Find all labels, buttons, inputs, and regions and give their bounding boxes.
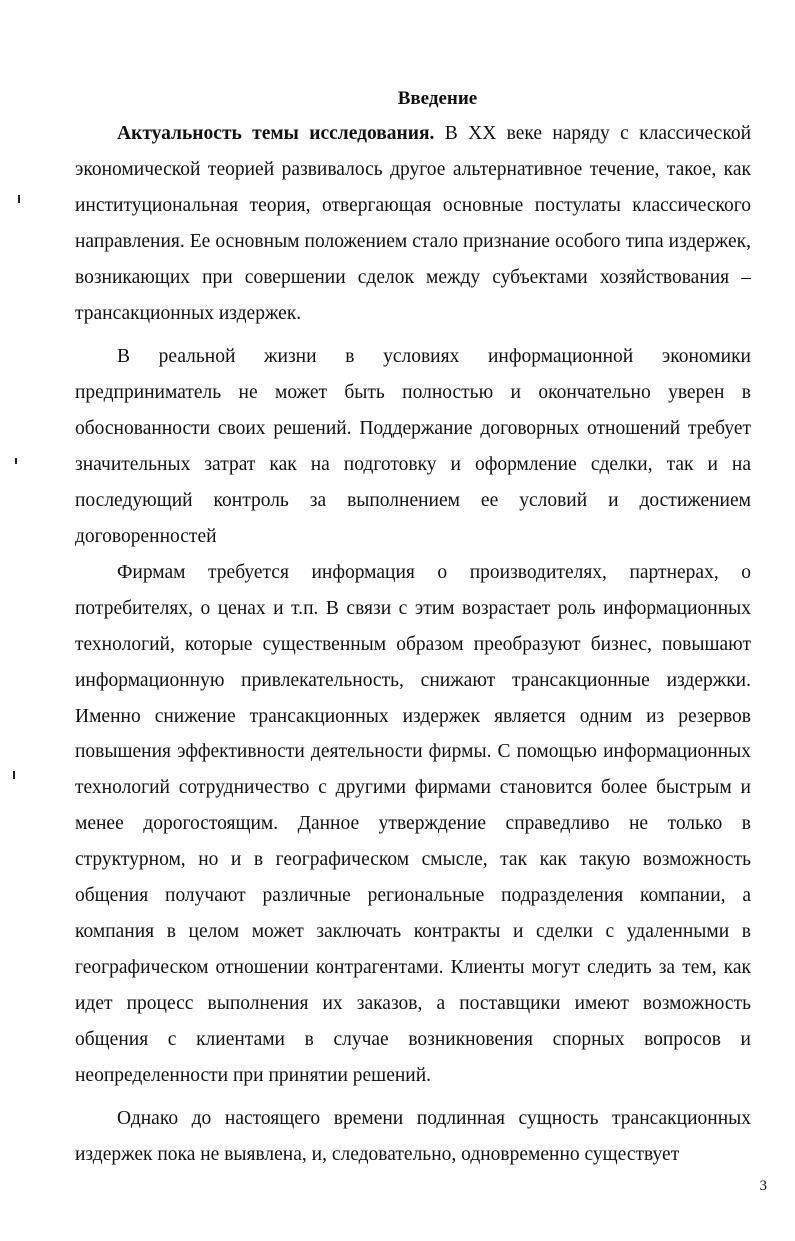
paragraph-information-economy: В реальной жизни в условиях информационной экономики предприниматель не может быть полностью и окончательно уверен в обоснованности своих решений. Поддержание договорных отношений требует значительных затрат как на подготовку и оформление сделки, так и на последующий контроль за выполнением ее условий и достижением договоренностей xyxy=(75,346,751,547)
scan-mark-1 xyxy=(18,195,20,203)
section-heading: Введение xyxy=(397,88,478,109)
scan-mark-2 xyxy=(15,458,17,464)
paragraph-firms-information: Фирмам требуется информация о производителях, партнерах, о потребителях, о ценах и т.п. В связи с этим возрастает роль информационных технологий, которые существенным образом преобразуют бизнес, повышают информационную привлекательность, снижают трансакционные издержки. Именно снижение трансакционных издержек является одним из резервов повышения эффективности деятельности фирмы. С помощью информационных технологий сотрудничество с другими фирмами становится более быстрым и менее дорогостоящим. Данное утверждение справедливо не только в структурном, но и в географическом смысле, так как такую возможность общения получают различные региональные подразделения компании, а компания в целом может заключать контракты и сделки с удаленными в географическом отношении контрагентами. Клиенты могут следить за тем, как идет процесс выполнения их заказов, а поставщики имеют возможность общения с клиентами в случае возникновения спорных вопросов и неопределенности при принятии решений. xyxy=(75,561,751,1086)
scan-mark-3 xyxy=(13,771,15,779)
paragraph-however: Однако до настоящего времени подлинная сущность трансакционных издержек пока не выявлена, и, следовательно, одновременно существует xyxy=(75,1108,751,1166)
paragraph-lead: Актуальность темы исследования. xyxy=(117,123,435,144)
paragraph-relevance xyxy=(75,116,751,331)
paragraph-text: В XX веке наряду с классической экономической теорией развивалось другое альтернативное течение, такое, как институциональная теория, отвергающая основные постулаты классического направления. Ее основным положением стало признание особого типа издержек, возникающих при совершении сделок между субъектами хозяйствования – трансакционных издержек. xyxy=(75,123,752,324)
document-body xyxy=(75,116,751,1173)
page-number: 3 xyxy=(759,1178,767,1194)
